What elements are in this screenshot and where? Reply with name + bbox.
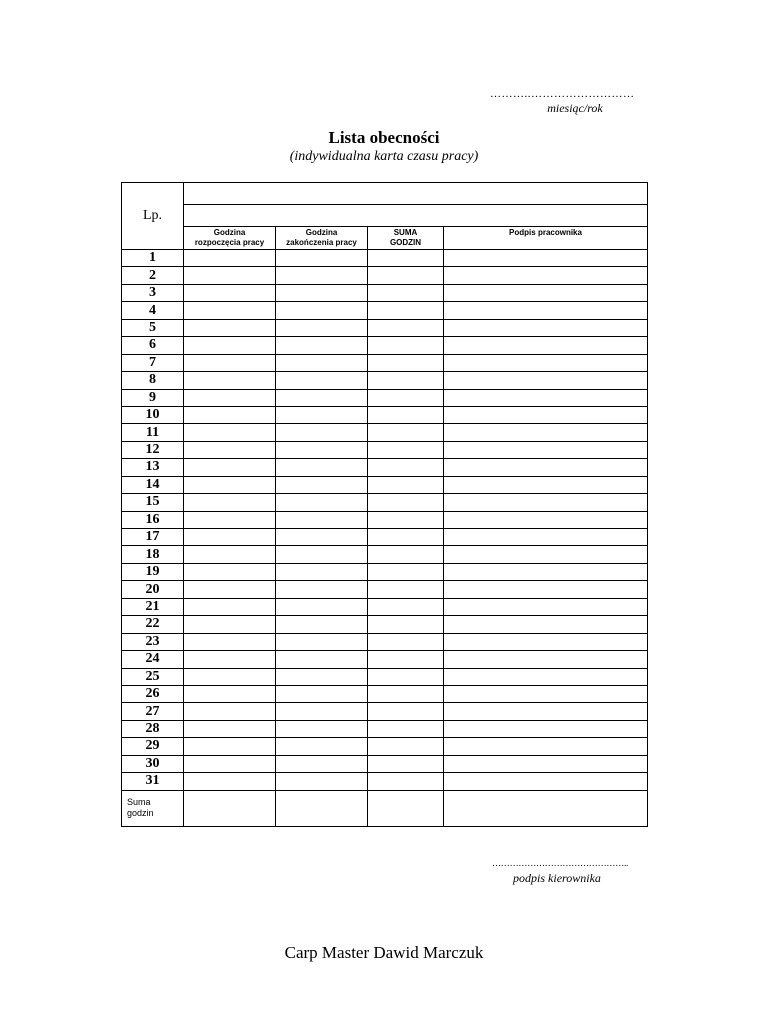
employee-signature-cell[interactable] [444,685,648,702]
hours-total-cell[interactable] [368,250,444,267]
end-time-cell[interactable] [276,529,368,546]
employee-signature-cell[interactable] [444,633,648,650]
start-time-cell[interactable] [184,337,276,354]
employee-signature-cell[interactable] [444,581,648,598]
employee-signature-cell[interactable] [444,720,648,737]
hours-total-cell[interactable] [368,302,444,319]
day-row [122,685,648,702]
hours-total-cell[interactable] [368,372,444,389]
column-header-row [122,227,648,250]
hours-total-cell[interactable] [368,633,444,650]
employee-signature-cell[interactable] [444,616,648,633]
day-number: 29 [122,738,184,755]
hours-total-cell[interactable] [368,616,444,633]
end-time-cell[interactable] [276,354,368,371]
start-time-cell[interactable] [184,302,276,319]
header-row-blank-2 [122,205,648,227]
day-row [122,529,648,546]
employee-signature-cell[interactable] [444,424,648,441]
end-time-cell[interactable] [276,738,368,755]
end-time-cell[interactable] [276,633,368,650]
day-row [122,250,648,267]
day-number: 11 [122,424,184,441]
day-number: 15 [122,494,184,511]
employee-signature-cell[interactable] [444,598,648,615]
day-row [122,424,648,441]
start-time-cell[interactable] [184,546,276,563]
document-subtitle: (indywidualna karta czasu pracy) [289,149,479,164]
day-row [122,476,648,493]
header-row-blank-1 [122,183,648,205]
hours-total-cell[interactable] [368,685,444,702]
sum-label [122,790,184,826]
day-row [122,337,648,354]
day-row [122,441,648,458]
day-number: 5 [122,319,184,336]
start-time-cell[interactable] [184,459,276,476]
employee-signature-cell[interactable] [444,459,648,476]
start-time-cell[interactable] [184,250,276,267]
day-number: 25 [122,668,184,685]
day-number: 28 [122,720,184,737]
day-number: 31 [122,773,184,790]
column-header-start-line1: Godzina [213,228,246,237]
start-time-cell[interactable] [184,633,276,650]
day-row [122,581,648,598]
employee-signature-cell[interactable] [444,668,648,685]
employee-signature-cell[interactable] [444,546,648,563]
end-time-cell[interactable] [276,651,368,668]
hours-total-cell[interactable] [368,598,444,615]
document-title: Lista obecności [328,128,440,147]
day-number: 12 [122,441,184,458]
employee-signature-cell[interactable] [444,494,648,511]
column-header-total-line2: GODZIN [389,238,422,247]
day-number: 13 [122,459,184,476]
column-header-total-line1: SUMA [393,228,418,237]
sum-label-line1: Suma [127,797,151,808]
end-time-cell[interactable] [276,720,368,737]
column-header-end-line1: Godzina [305,228,338,237]
end-time-cell[interactable] [276,616,368,633]
end-time-cell[interactable] [276,476,368,493]
start-time-cell[interactable] [184,319,276,336]
start-time-cell[interactable] [184,372,276,389]
day-row [122,302,648,319]
end-time-cell[interactable] [276,703,368,720]
day-number: 8 [122,372,184,389]
employee-signature-cell[interactable] [444,511,648,528]
sum-label-line2: godzin [127,808,154,819]
employee-signature-cell[interactable] [444,372,648,389]
footer-company-name: Carp Master Dawid Marczuk [284,943,484,962]
hours-total-cell[interactable] [368,581,444,598]
day-row [122,720,648,737]
day-number: 19 [122,563,184,580]
end-time-cell[interactable] [276,250,368,267]
employee-signature-cell[interactable] [444,563,648,580]
end-time-cell[interactable] [276,267,368,284]
day-number: 7 [122,354,184,371]
sum-start-cell[interactable] [184,790,276,826]
day-row [122,354,648,371]
day-row [122,406,648,423]
column-header-end-line2: zakończenia pracy [286,238,357,247]
start-time-cell[interactable] [184,476,276,493]
end-time-cell[interactable] [276,459,368,476]
employee-signature-cell[interactable] [444,529,648,546]
hours-total-cell[interactable] [368,389,444,406]
month-year-field: ………..……………………… [490,88,635,100]
start-time-cell[interactable] [184,668,276,685]
employee-signature-cell[interactable] [444,476,648,493]
end-time-cell[interactable] [276,581,368,598]
hours-total-cell[interactable] [368,424,444,441]
header-blank-cell-2 [184,205,648,227]
day-number: 23 [122,633,184,650]
column-header-signature-line1: Podpis pracownika [509,228,582,237]
day-row [122,703,648,720]
end-time-cell[interactable] [276,511,368,528]
hours-total-cell[interactable] [368,511,444,528]
employee-signature-cell[interactable] [444,250,648,267]
start-time-cell[interactable] [184,720,276,737]
day-row [122,494,648,511]
end-time-cell[interactable] [276,563,368,580]
day-number: 14 [122,476,184,493]
hours-total-cell[interactable] [368,703,444,720]
day-row [122,773,648,790]
start-time-cell[interactable] [184,651,276,668]
hours-total-cell[interactable] [368,738,444,755]
end-time-cell[interactable] [276,755,368,772]
hours-total-cell[interactable] [368,354,444,371]
manager-signature-field: ……………………………………….. [492,858,629,868]
day-row [122,563,648,580]
start-time-cell[interactable] [184,616,276,633]
start-time-cell[interactable] [184,563,276,580]
day-number: 17 [122,529,184,546]
column-header-signature [444,227,648,250]
day-number: 24 [122,651,184,668]
employee-signature-cell[interactable] [444,773,648,790]
day-number: 1 [122,250,184,267]
employee-signature-cell[interactable] [444,337,648,354]
employee-signature-cell[interactable] [444,441,648,458]
day-row [122,598,648,615]
employee-signature-cell[interactable] [444,302,648,319]
day-number: 4 [122,302,184,319]
hours-total-cell[interactable] [368,529,444,546]
day-row [122,511,648,528]
day-row [122,319,648,336]
day-row [122,616,648,633]
employee-signature-cell[interactable] [444,703,648,720]
day-row [122,284,648,301]
attendance-table [121,182,648,827]
start-time-cell[interactable] [184,685,276,702]
end-time-cell[interactable] [276,284,368,301]
start-time-cell[interactable] [184,284,276,301]
day-row [122,651,648,668]
start-time-cell[interactable] [184,598,276,615]
employee-signature-cell[interactable] [444,319,648,336]
end-time-cell[interactable] [276,685,368,702]
start-time-cell[interactable] [184,494,276,511]
employee-signature-cell[interactable] [444,738,648,755]
employee-signature-cell[interactable] [444,354,648,371]
start-time-cell[interactable] [184,267,276,284]
day-number: 22 [122,616,184,633]
day-number: 18 [122,546,184,563]
day-number: 6 [122,337,184,354]
day-row [122,267,648,284]
end-time-cell[interactable] [276,372,368,389]
hours-total-cell[interactable] [368,773,444,790]
end-time-cell[interactable] [276,494,368,511]
start-time-cell[interactable] [184,755,276,772]
month-year-label: miesiąc/rok [547,101,603,115]
end-time-cell[interactable] [276,441,368,458]
hours-total-cell[interactable] [368,668,444,685]
day-row [122,755,648,772]
sum-signature-cell[interactable] [444,790,648,826]
employee-signature-cell[interactable] [444,406,648,423]
hours-total-cell[interactable] [368,284,444,301]
start-time-cell[interactable] [184,581,276,598]
sum-end-cell[interactable] [276,790,368,826]
hours-total-cell[interactable] [368,267,444,284]
start-time-cell[interactable] [184,511,276,528]
column-header-end [276,227,368,250]
start-time-cell[interactable] [184,424,276,441]
sum-row [122,790,648,826]
hours-total-cell[interactable] [368,755,444,772]
hours-total-cell[interactable] [368,720,444,737]
manager-signature-label: podpis kierownika [513,871,601,885]
end-time-cell[interactable] [276,668,368,685]
end-time-cell[interactable] [276,773,368,790]
sum-total-cell[interactable] [368,790,444,826]
column-header-total [368,227,444,250]
employee-signature-cell[interactable] [444,284,648,301]
day-number: 20 [122,581,184,598]
day-number: 16 [122,511,184,528]
hours-total-cell[interactable] [368,319,444,336]
day-row [122,668,648,685]
day-number: 21 [122,598,184,615]
end-time-cell[interactable] [276,424,368,441]
end-time-cell[interactable] [276,319,368,336]
day-row [122,633,648,650]
hours-total-cell[interactable] [368,337,444,354]
column-header-start-line2: rozpoczęcia pracy [194,238,265,247]
day-number: 10 [122,406,184,423]
day-row [122,738,648,755]
header-blank-cell-1 [184,183,648,205]
employee-signature-cell[interactable] [444,389,648,406]
start-time-cell[interactable] [184,389,276,406]
lp-header: Lp. [122,183,184,250]
hours-total-cell[interactable] [368,476,444,493]
start-time-cell[interactable] [184,773,276,790]
end-time-cell[interactable] [276,598,368,615]
employee-signature-cell[interactable] [444,267,648,284]
start-time-cell[interactable] [184,738,276,755]
start-time-cell[interactable] [184,441,276,458]
day-row [122,389,648,406]
employee-signature-cell[interactable] [444,755,648,772]
column-header-start [184,227,276,250]
day-number: 26 [122,685,184,702]
end-time-cell[interactable] [276,337,368,354]
day-number: 30 [122,755,184,772]
start-time-cell[interactable] [184,703,276,720]
end-time-cell[interactable] [276,302,368,319]
start-time-cell[interactable] [184,529,276,546]
hours-total-cell[interactable] [368,494,444,511]
hours-total-cell[interactable] [368,459,444,476]
day-number: 27 [122,703,184,720]
hours-total-cell[interactable] [368,441,444,458]
start-time-cell[interactable] [184,406,276,423]
hours-total-cell[interactable] [368,546,444,563]
hours-total-cell[interactable] [368,563,444,580]
day-row [122,372,648,389]
day-number: 3 [122,284,184,301]
end-time-cell[interactable] [276,389,368,406]
end-time-cell[interactable] [276,406,368,423]
end-time-cell[interactable] [276,546,368,563]
day-number: 9 [122,389,184,406]
day-row [122,546,648,563]
start-time-cell[interactable] [184,354,276,371]
hours-total-cell[interactable] [368,406,444,423]
hours-total-cell[interactable] [368,651,444,668]
day-row [122,459,648,476]
employee-signature-cell[interactable] [444,651,648,668]
day-number: 2 [122,267,184,284]
